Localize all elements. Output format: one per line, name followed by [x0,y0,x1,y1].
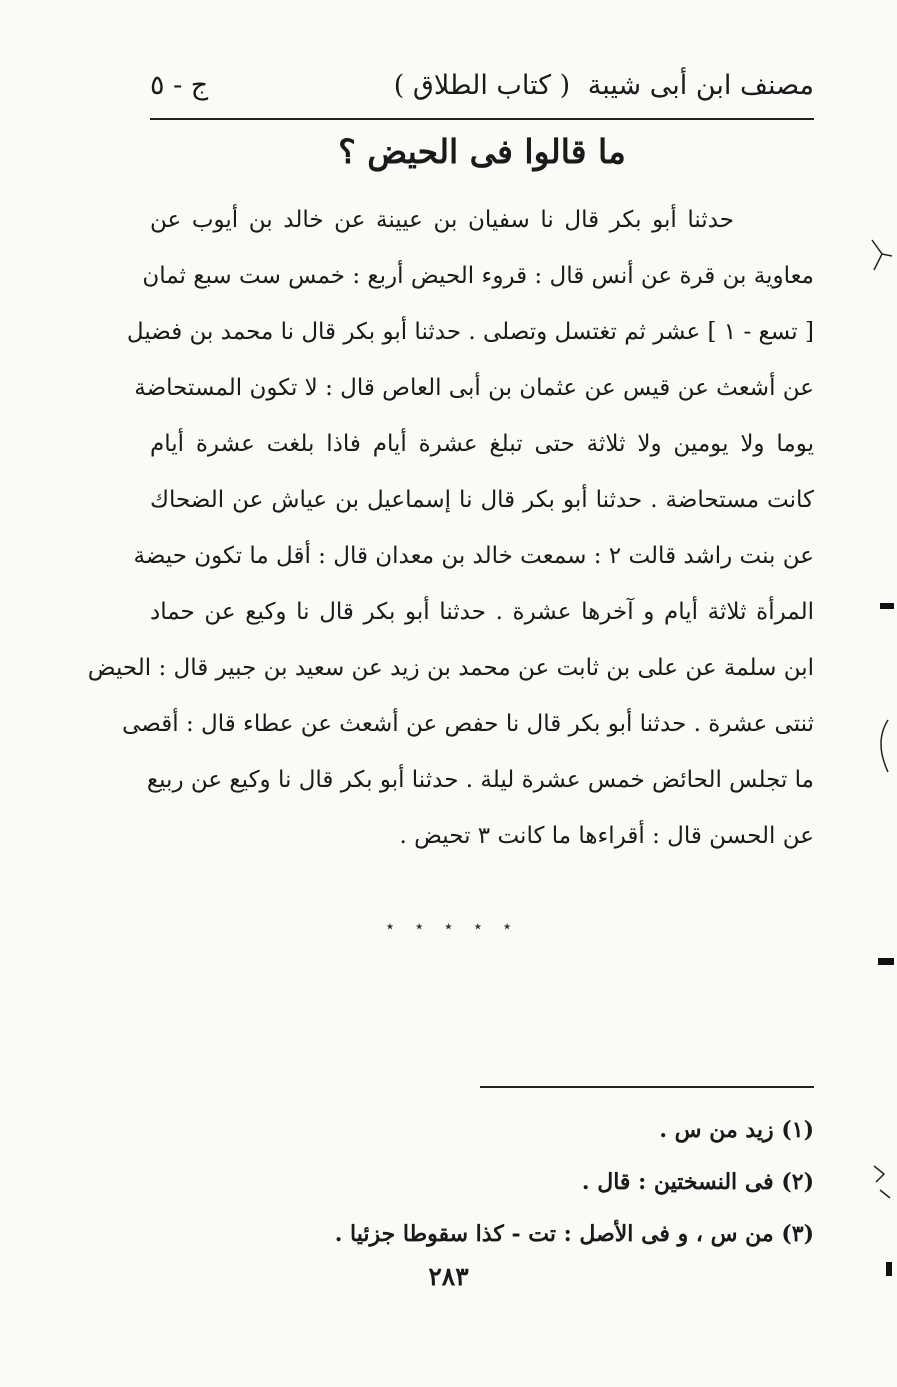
scan-mark [878,958,894,965]
text-line: ثنتى عشرة . حدثنا أبو بكر قال نا حفص عن أشعث عن عطاء قال : أقصى [122,711,814,737]
footnote: (١) زيد من س . [659,1117,814,1143]
volume-label: ج - ٥ [150,70,209,101]
text-line: [ تسع - ١ ] عشر ثم تغتسل وتصلى . حدثنا أبو بكر قال نا محمد بن فضيل [126,319,814,345]
star-icon: ٭ [415,917,424,935]
scan-mark-icon [868,716,894,776]
scan-mark-icon [870,1160,894,1204]
section-separator [0,916,897,935]
main-text [87,192,814,864]
page-number: ٢٨٣ [428,1262,469,1291]
footnotes [150,1104,814,1260]
star-icon: ٭ [502,917,512,935]
star-icon: ٭ [473,917,482,935]
section-title: ما قالوا فى الحيض ؟ [338,132,626,171]
text-line: معاوية بن قرة عن أنس قال : قروء الحيض أربع : خمس ست سبع ثمان [142,263,814,289]
text-line: حدثنا أبو بكر قال نا سفيان بن عيينة عن خالد بن أيوب عن [150,207,734,233]
chapter-title: ( كتاب الطلاق ) [393,70,571,101]
header-rule [150,118,814,120]
footnote-rule [480,1086,814,1088]
scan-mark [886,1262,892,1276]
text-line: يوما ولا يومين ولا ثلاثة حتى تبلغ عشرة أيام فاذا بلغت عشرة أيام [150,431,814,457]
footnote: (٣) من س ، و فى الأصل : تت - كذا سقوطا جزئيا . [334,1221,814,1247]
text-line: عن بنت راشد قالت ٢ : سمعت خالد بن معدان قال : أقل ما تكون حيضة [133,543,814,569]
text-line: المرأة ثلاثة أيام و آخرها عشرة . حدثنا أبو بكر قال نا وكيع عن حماد [150,599,814,625]
text-line: كانت مستحاضة . حدثنا أبو بكر قال نا إسماعيل بن عياش عن الضحاك [150,487,814,513]
text-line: ما تجلس الحائض خمس عشرة ليلة . حدثنا أبو بكر قال نا وكيع عن ربيع [146,767,814,793]
running-header [150,62,814,112]
star-icon: ٭ [444,917,453,935]
book-title: مصنف ابن أبى شيبة [587,70,814,101]
text-line: عن الحسن قال : أقراءها ما كانت ٣ تحيض . [399,823,814,849]
footnote: (٢) فى النسختين : قال . [581,1169,814,1195]
scan-mark-icon [868,236,894,276]
scan-mark [880,603,894,609]
text-line: عن أشعث عن قيس عن عثمان بن أبى العاص قال : لا تكون المستحاضة [134,375,814,401]
star-icon: ٭ [385,917,395,935]
text-line: ابن سلمة عن على بن ثابت عن محمد بن زيد عن سعيد بن جبير قال : الحيض [87,655,814,681]
